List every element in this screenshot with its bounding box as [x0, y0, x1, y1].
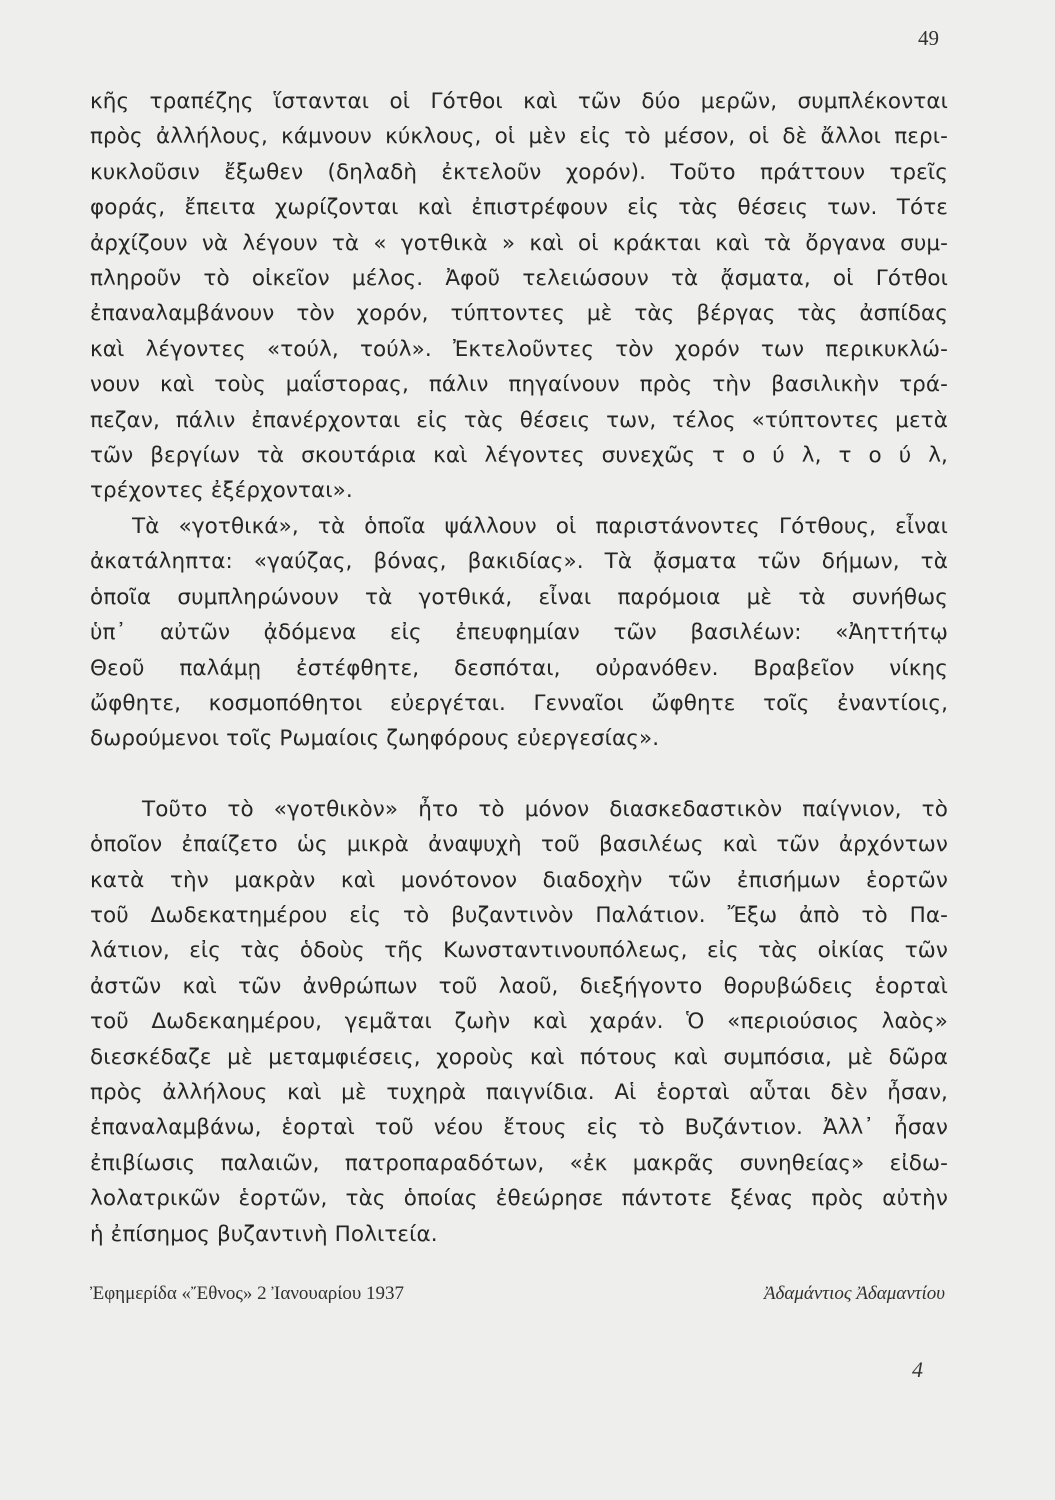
text-line: ἐπιβίωσις παλαιῶν, πατροπαραδότων, «ἐκ μακρᾶς συνηθείας» εἰδω-: [90, 1150, 948, 1176]
page-number: 49: [918, 26, 939, 50]
text-line: κῆς τραπέζης ἵστανται οἱ Γότθοι καὶ τῶν δύο μερῶν, συμπλέκονται: [90, 89, 948, 114]
paragraph-gap: [90, 757, 948, 792]
text-line: πεζαν, πάλιν ἐπανέρχονται εἰς τὰς θέσεις των, τέλος «τύπτοντες μετὰ: [90, 407, 948, 433]
text-line: λολατρικῶν ἑορτῶν, τὰς ὁποίας ἐθεώρησε πάντοτε ξένας πρὸς αὐτὴν: [90, 1186, 948, 1212]
text-line: πρὸς ἀλλήλους, κάμνουν κύκλους, οἱ μὲν εἰς τὸ μέσον, οἱ δὲ ἄλλοι περι-: [90, 124, 948, 150]
source-citation: Ἐφημερίδα «Ἔθνος» 2 Ἰανουαρίου 1937: [90, 1283, 405, 1304]
text-line: πρὸς ἀλλήλους καὶ μὲ τυχηρὰ παιγνίδια. Αἱ ἑορταὶ αὗται δὲν ἦσαν,: [90, 1079, 948, 1105]
text-line: Τοῦτο τὸ «γοτθικὸν» ἦτο τὸ μόνον διασκεδαστικὸν παίγνιον, τὸ: [142, 796, 948, 822]
text-line: Τὰ «γοτθικά», τὰ ὁποῖα ψάλλουν οἱ παριστάνοντες Γότθους, εἶναι: [132, 513, 948, 539]
text-line: ὤφθητε, κοσμοπόθητοι εὐεργέται. Γενναῖοι ὤφθητε τοῖς ἐναντίοις,: [90, 690, 948, 716]
text-line: Θεοῦ παλάμῃ ἐστέφθητε, δεσπόται, οὐρανόθεν. Βραβεῖον νίκης: [90, 655, 948, 681]
text-line: τοῦ Δωδεκαημέρου, γεμᾶται ζωὴν καὶ χαράν. Ὁ «περιούσιος λαὸς»: [90, 1009, 948, 1035]
text-line: ὁποῖον ἐπαίζετο ὡς μικρὰ ἀναψυχὴ τοῦ βασιλέως καὶ τῶν ἀρχόντων: [90, 832, 948, 858]
paragraph-1: [90, 84, 948, 509]
text-line: κυκλοῦσιν ἔξωθεν (δηλαδὴ ἐκτελοῦν χορόν). Τοῦτο πράττουν τρεῖς: [90, 159, 948, 185]
text-line: κατὰ τὴν μακρὰν καὶ μονότονον διαδοχὴν τῶν ἐπισήμων ἑορτῶν: [90, 867, 948, 893]
text-line: ἐπαναλαμβάνω, ἑορταὶ τοῦ νέου ἔτους εἰς τὸ Βυζάντιον. Ἀλλ᾿ ἦσαν: [90, 1115, 948, 1141]
citation: [90, 1283, 945, 1305]
text-line: ὁποῖα συμπληρώνουν τὰ γοτθικά, εἶναι παρόμοια μὲ τὰ συνήθως: [90, 584, 948, 610]
text-line: ἡ ἐπίσημος βυζαντινὴ Πολιτεία.: [90, 1221, 438, 1247]
text-line: ἐπαναλαμβάνουν τὸν χορόν, τύπτοντες μὲ τὰς βέργας τὰς ἀσπίδας: [90, 301, 948, 327]
text-line: ἀκατάληπτα: «γαύζας, βόνας, βακιδίας». Τὰ ᾄσματα τῶν δήμων, τὰ: [90, 549, 948, 575]
text-line: τρέχοντες ἐξέρχονται».: [90, 478, 353, 504]
text-line: ὑπ᾿ αὐτῶν ᾀδόμενα εἰς ἐπευφημίαν τῶν βασιλέων: «Ἀηττήτῳ: [90, 620, 948, 646]
text-line: καὶ λέγοντες «τούλ, τούλ». Ἐκτελοῦντες τὸν χορόν των περικυκλώ-: [90, 336, 948, 362]
text-line: δωρούμενοι τοῖς Ρωμαίοις ζωηφόρους εὐεργεσίας».: [90, 726, 660, 752]
text-line: πληροῦν τὸ οἰκεῖον μέλος. Ἀφοῦ τελειώσουν τὰ ᾄσματα, οἱ Γότθοι: [90, 266, 948, 292]
text-line: τῶν βεργίων τὰ σκουτάρια καὶ λέγοντες συνεχῶς τ ο ύ λ, τ ο ύ λ,: [90, 443, 948, 469]
signature-mark: 4: [912, 1357, 923, 1382]
paragraph-3: [90, 792, 948, 1252]
text-line: ἀστῶν καὶ τῶν ἀνθρώπων τοῦ λαοῦ, διεξήγοντο θορυβώδεις ἑορταὶ: [90, 973, 948, 999]
text-line: λάτιον, εἰς τὰς ὁδοὺς τῆς Κωνσταντινουπόλεως, εἰς τὰς οἰκίας τῶν: [90, 938, 948, 964]
text-line: φοράς, ἔπειτα χωρίζονται καὶ ἐπιστρέφουν εἰς τὰς θέσεις των. Τότε: [90, 195, 948, 221]
text-line: διεσκέδαζε μὲ μεταμφιέσεις, χοροὺς καὶ πότους καὶ συμπόσια, μὲ δῶρα: [90, 1044, 948, 1070]
text-line: νουν καὶ τοὺς μαΐστορας, πάλιν πηγαίνουν πρὸς τὴν βασιλικὴν τρά-: [90, 372, 948, 398]
paragraph-2: [90, 509, 948, 757]
body-text: [90, 84, 948, 1252]
text-line: τοῦ Δωδεκατημέρου εἰς τὸ βυζαντινὸν Παλάτιον. Ἔξω ἀπὸ τὸ Πα-: [90, 902, 948, 928]
text-line: ἀρχίζουν νὰ λέγουν τὰ « γοτθικὰ » καὶ οἱ κράκται καὶ τὰ ὄργανα συμ-: [90, 230, 948, 256]
author-name: Ἀδαμάντιος Ἀδαμαντίου: [763, 1283, 945, 1304]
